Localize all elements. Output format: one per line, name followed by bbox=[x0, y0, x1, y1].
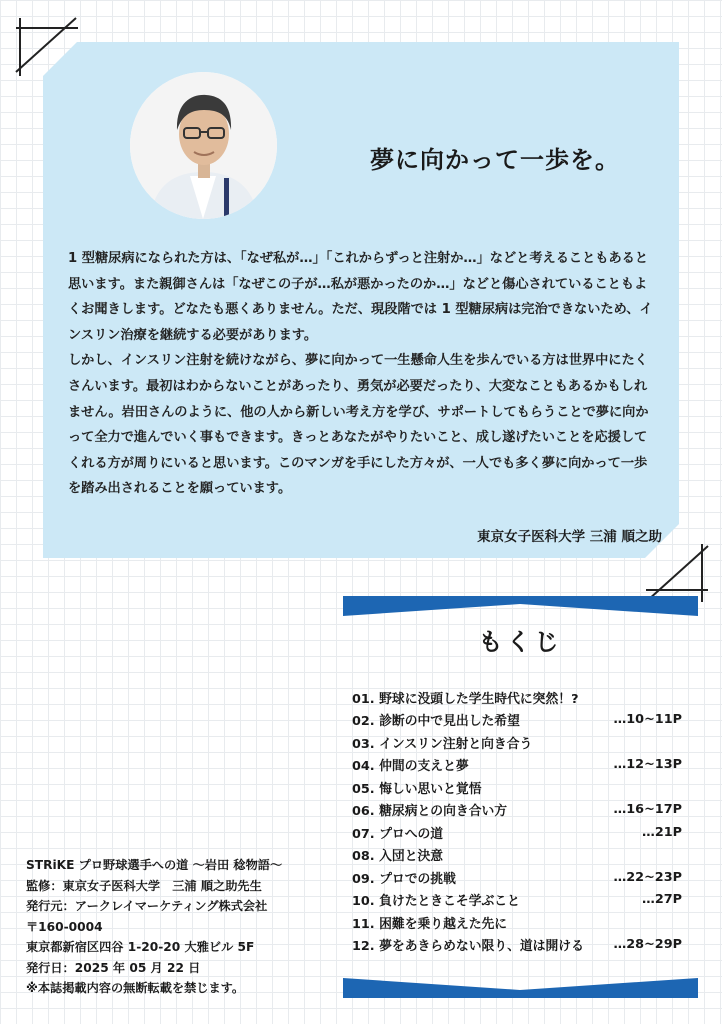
toc-item-label: 04. 仲間の支えと夢 bbox=[352, 759, 469, 775]
toc-item bbox=[352, 934, 682, 957]
message-paragraph: 1 型糖尿病になられた方は、「なぜ私が…」「これからずっと注射か…」などと考えることもあると思います。また親御さんは「なぜこの子が…私が悪かったのか…」などと傷心されていることもよくお聞きします。どなたも悪くありません。ただ、現段階では 1 型糖尿病は完治できないため、インスリン治療を継続する必要があります。 bbox=[68, 251, 653, 343]
toc-item-page: …27P bbox=[642, 892, 682, 908]
toc-item bbox=[352, 731, 682, 754]
toc-item bbox=[352, 686, 682, 709]
author-signature: 東京女子医科大学 三浦 順之助 bbox=[477, 529, 662, 545]
toc-item-page: …22~23P bbox=[613, 869, 682, 885]
toc-item bbox=[352, 709, 682, 732]
toc-item bbox=[352, 754, 682, 777]
table-of-contents bbox=[352, 686, 682, 956]
colophon-line: ※本誌掲載内容の無断転載を禁じます。 bbox=[26, 981, 245, 995]
colophon-line: 東京都新宿区四谷 1-20-20 大雅ビル 5F bbox=[26, 940, 255, 954]
toc-item-label: 03. インスリン注射と向き合う bbox=[352, 736, 533, 752]
toc-item-page: …28~29P bbox=[613, 937, 682, 953]
colophon-line: 監修：東京女子医科大学 三浦 順之助先生 bbox=[26, 878, 262, 893]
toc-item bbox=[352, 866, 682, 889]
toc-item-page: …16~17P bbox=[613, 802, 682, 818]
toc-item-label: 10. 負けたときこそ学ぶこと bbox=[352, 894, 520, 910]
colophon-line: 〒160-0004 bbox=[26, 919, 103, 934]
message-paragraph: しかし、インスリン注射を続けながら、夢に向かって一生懸命人生を歩んでいる方は世界中にたくさんいます。最初はわからないことがあったり、勇気が必要だったり、大変なこともあるかもしれません。岩田さんのように、他の人から新しい考え方を学び、サポートしてもらうことで夢に向かって全力で進んでいく事もできます。きっとあなたがやりたいこと、成し遂げたいことを応援してくれる方が周りにいると思います。このマンガを手にした方々が、一人でも多く夢に向かって一歩を踏み出されることを願っています。 bbox=[68, 353, 649, 497]
toc-band-top bbox=[343, 596, 698, 616]
toc-item-label: 09. プロでの挑戦 bbox=[352, 871, 456, 887]
toc-title: もくじ bbox=[478, 628, 563, 656]
toc-item bbox=[352, 799, 682, 822]
toc-item-label: 02. 診断の中で見出した希望 bbox=[352, 714, 520, 730]
toc-item bbox=[352, 821, 682, 844]
message-body bbox=[68, 246, 658, 502]
corner-decoration-top-left bbox=[12, 14, 84, 80]
toc-item-label: 12. 夢をあきらめない限り、道は開ける bbox=[352, 939, 584, 955]
toc-band-bottom bbox=[343, 978, 698, 998]
toc-item-label: 11. 困難を乗り越えた先に bbox=[352, 916, 508, 932]
colophon-line: 発行元：アークレイマーケティング株式会社 bbox=[26, 899, 268, 913]
colophon-line: 発行日：2025 年 05 月 22 日 bbox=[26, 960, 201, 975]
author-portrait bbox=[130, 72, 277, 219]
colophon bbox=[26, 855, 346, 999]
toc-item-label: 01. 野球に没頭した学生時代に突然！? bbox=[352, 691, 579, 707]
toc-item bbox=[352, 889, 682, 912]
toc-item-label: 05. 悔しい思いと覚悟 bbox=[352, 781, 482, 797]
toc-item-label: 08. 入団と決意 bbox=[352, 849, 444, 865]
toc-item-page: …12~13P bbox=[613, 757, 682, 773]
toc-item bbox=[352, 911, 682, 934]
toc-item-label: 06. 糖尿病との向き合い方 bbox=[352, 804, 508, 820]
toc-item-label: 07. プロへの道 bbox=[352, 826, 444, 842]
toc-item bbox=[352, 844, 682, 867]
toc-item-page: …21P bbox=[642, 824, 682, 840]
toc-item bbox=[352, 776, 682, 799]
colophon-line: STRiKE プロ野球選手への道 〜岩田 稔物語〜 bbox=[26, 858, 283, 872]
message-title: 夢に向かって一歩を。 bbox=[370, 146, 620, 174]
toc-item-page: …10~11P bbox=[613, 712, 682, 728]
